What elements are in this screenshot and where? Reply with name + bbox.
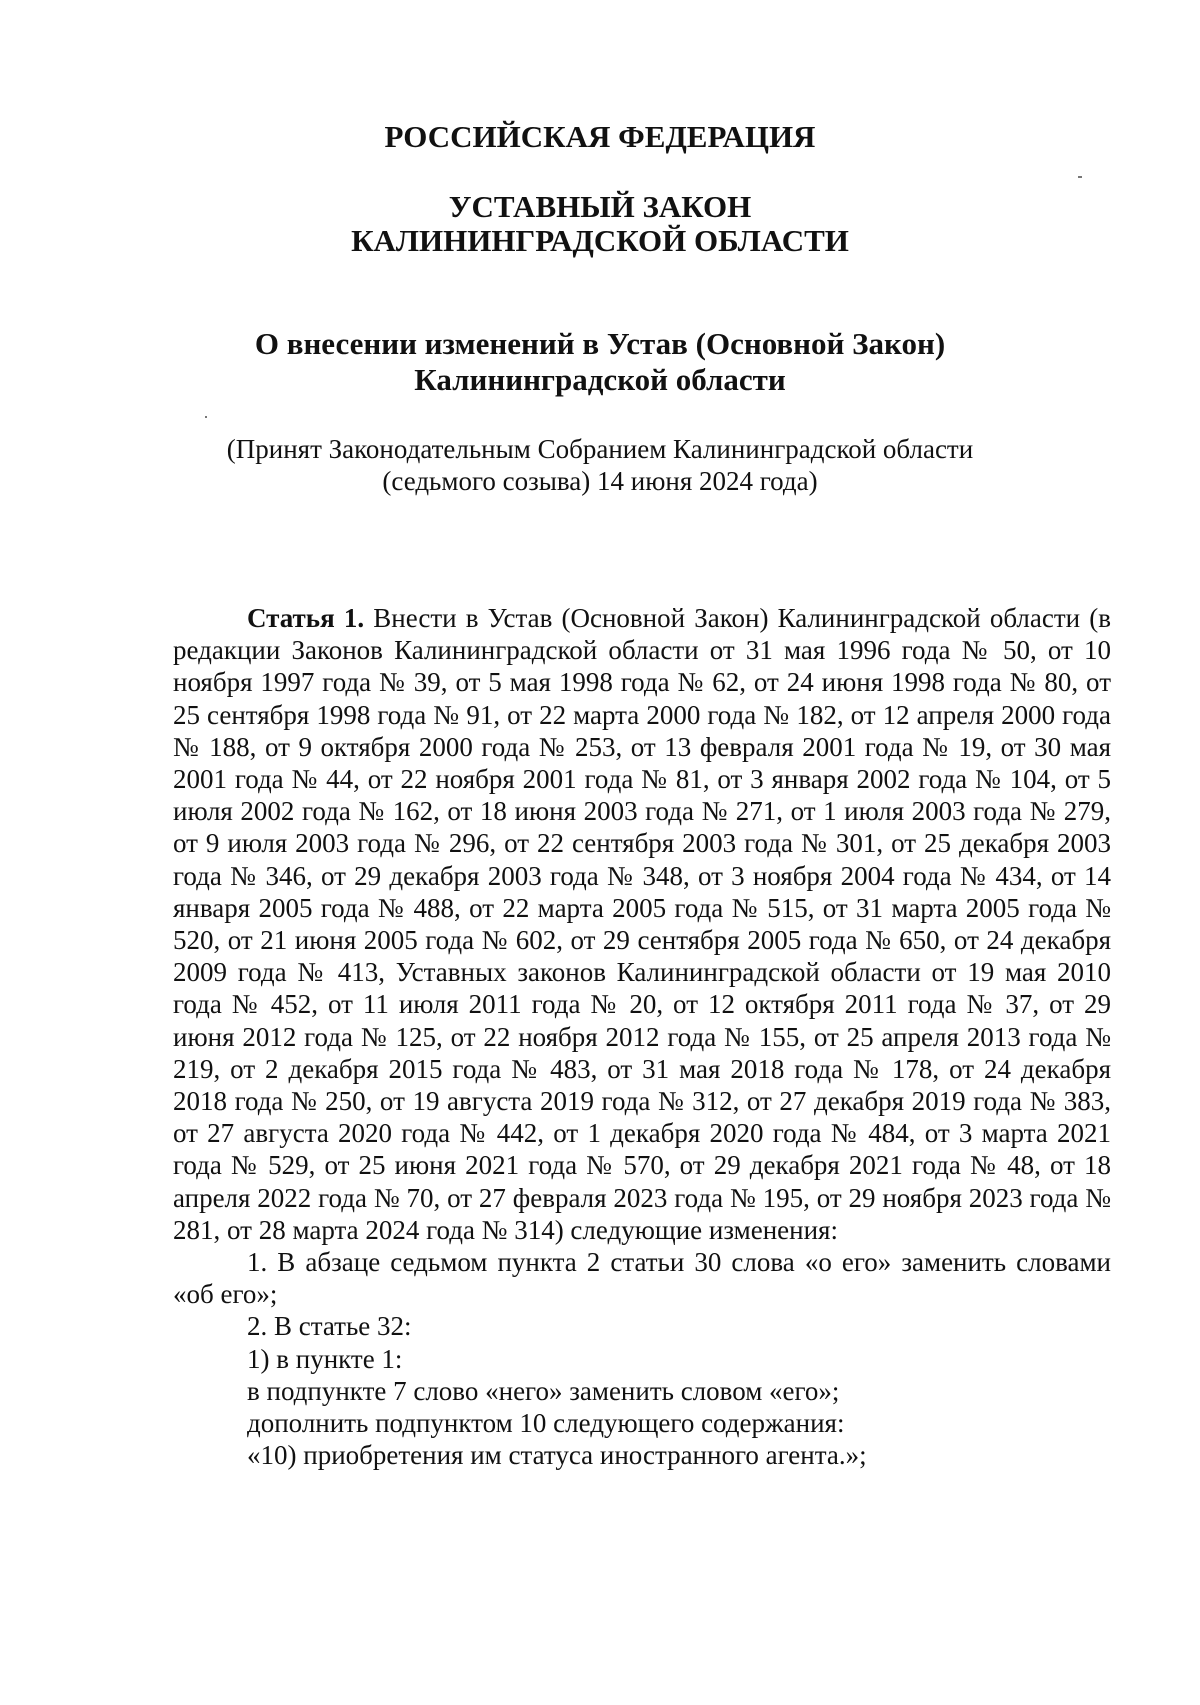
law-title-line1: О внесении изменений в Устав (Основной Закон)	[254, 326, 946, 361]
country-heading: РОССИЙСКАЯ ФЕДЕРАЦИЯ	[384, 119, 816, 154]
law-type-heading-line1: УСТАВНЫЙ ЗАКОН	[448, 189, 752, 224]
item-2-subitem-1-b: дополнить подпунктом 10 следующего содержания:	[247, 1408, 845, 1439]
article-1-paragraph	[173, 602, 1111, 1246]
article-body	[173, 602, 1111, 1471]
law-type-heading-line2: КАЛИНИНГРАДСКОЙ ОБЛАСТИ	[351, 223, 849, 258]
adoption-note-line1: (Принят Законодательным Собранием Калининградской области	[226, 434, 974, 464]
article-1-text: Внести в Устав (Основной Закон) Калининградской области (в редакции Законов Калининградской области от 31 мая 1996 года № 50, от 10 ноября 1997 года № 39, от 5 мая 1998 года № 62, от 24 июня 1998 года № 80, от 25 сентября 1998 года № 91, от 22 марта 2000 года № 182, от 12 апреля 2000 года № 188, от 9 октября 2000 года № 253, от 13 февраля 2001 года № 19, от 30 мая 2001 года № 44, от 22 ноября 2001 года № 81, от 3 января 2002 года № 104, от 5 июля 2002 года № 162, от 18 июня 2003 года № 271, от 1 июля 2003 года № 279, от 9 июля 2003 года № 296, от 22 сентября 2003 года № 301, от 25 декабря 2003 года № 346, от 29 декабря 2003 года № 348, от 3 ноября 2004 года № 434, от 14 января 2005 года № 488, от 22 марта 2005 года № 515, от 31 марта 2005 года № 520, от 21 июня 2005 года № 602, от 29 сентября 2005 года № 650, от 24 декабря 2009 года № 413, Уставных законов Калининградской области от 19 мая 2010 года № 452, от 11 июля 2011 года № 20, от 12 октября 2011 года № 37, от 29 июня 2012 года № 125, от 22 ноября 2012 года № 155, от 25 апреля 2013 года № 219, от 2 декабря 2015 года № 483, от 31 мая 2018 года № 178, от 24 декабря 2018 года № 250, от 19 августа 2019 года № 312, от 27 декабря 2019 года № 383, от 27 августа 2020 года № 442, от 1 декабря 2020 года № 484, от 3 марта 2021 года № 529, от 25 июня 2021 года № 570, от 29 декабря 2021 года № 48, от 18 апреля 2022 года № 70, от 27 февраля 2023 года № 195, от 29 ноября 2023 года № 281, от 28 марта 2024 года № 314) следующие изменения:	[173, 603, 1111, 1245]
item-2: 2. В статье 32:	[247, 1311, 412, 1342]
law-title-line2: Калининградской области	[414, 362, 786, 397]
scan-speck	[1078, 176, 1082, 178]
adoption-note-line2: (седьмого созыва) 14 июня 2024 года)	[382, 466, 818, 496]
scan-speck	[205, 416, 207, 418]
item-2-subitem-1: 1) в пункте 1:	[247, 1343, 403, 1374]
item-1: 1. В абзаце седьмом пункта 2 статьи 30 слова «о его» заменить словами «об его»;	[173, 1247, 1111, 1310]
item-2-subitem-1-a: в подпункте 7 слово «него» заменить словом «его»;	[247, 1375, 840, 1406]
article-1-label: Статья 1.	[247, 603, 365, 633]
item-2-subitem-1-c: «10) приобретения им статуса иностранного агента.»;	[247, 1440, 867, 1471]
